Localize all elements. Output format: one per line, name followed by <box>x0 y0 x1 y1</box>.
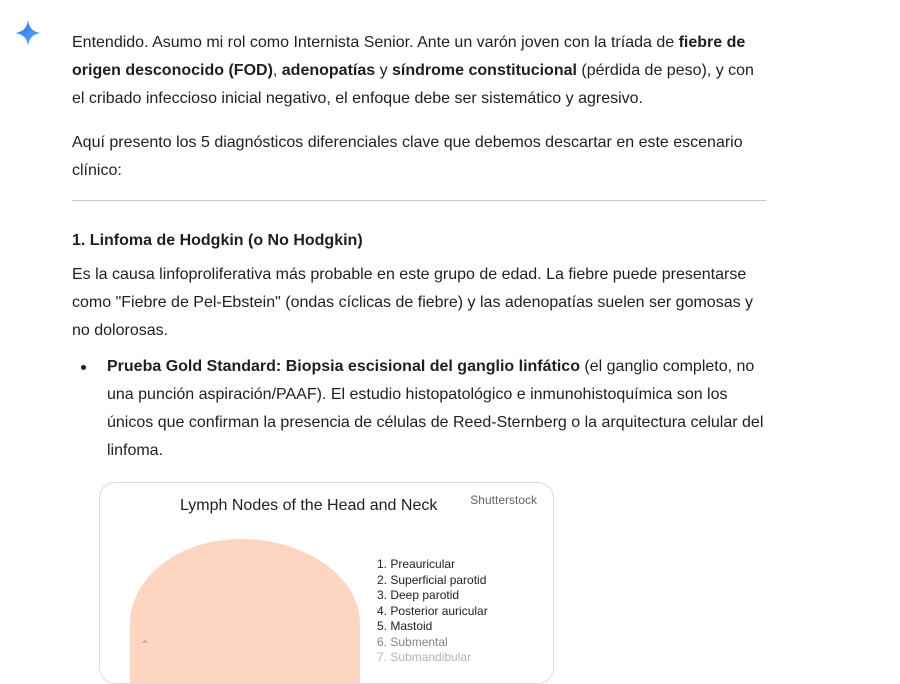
legend-item: 6. Submental <box>377 634 448 649</box>
intro-paragraph <box>72 29 766 113</box>
legend-item: 2. Superficial parotid <box>377 572 487 587</box>
bullet-icon <box>81 365 86 370</box>
bold-term: fiebre de origen desconocido (FOD) <box>72 34 746 79</box>
legend-item: 1. Preauricular <box>377 557 456 571</box>
intro-text-segment: (pérdida de peso), y con el cribado infeccioso inicial negativo, el enfoque debe ser sistemático y agresivo. <box>72 62 754 107</box>
legend-item: 4. Posterior auricular <box>377 603 488 618</box>
legend-item: 3. Deep parotid <box>377 588 460 602</box>
head-illustration <box>130 539 360 684</box>
image-card[interactable] <box>99 482 554 684</box>
intro-text-segment: , <box>272 62 282 79</box>
bold-term: adenopatías <box>281 62 376 79</box>
intro-text-segment: y <box>375 62 393 79</box>
divider <box>72 200 766 201</box>
list-item <box>107 353 766 465</box>
legend-item: 5. Mastoid <box>377 619 433 633</box>
section-heading: 1. Linfoma de Hodgkin (o No Hodgkin) <box>72 232 363 249</box>
gemini-spark-icon <box>15 20 41 46</box>
bullet-bold-text: Prueba Gold Standard: Biopsia escisional del ganglio linfático <box>107 358 580 375</box>
bullet-list <box>72 353 766 465</box>
ear-mark-icon: ⌃ <box>140 638 151 652</box>
bold-term: síndrome constitucional <box>392 62 577 79</box>
intro-text-segment: Entendido. Asumo mi rol como Internista Senior. Ante un varón joven con la tríada de <box>72 34 679 51</box>
response-content <box>72 29 766 465</box>
image-title: Lymph Nodes of the Head and Neck <box>180 497 438 514</box>
intro-paragraph-2: Aquí presento los 5 diagnósticos diferenciales clave que debemos descartar en este escenario clínico: <box>72 134 743 179</box>
legend-list <box>377 557 488 666</box>
legend-item: 7. Submandibular <box>377 650 472 664</box>
bullet-text: (el ganglio completo, no una punción aspiración/PAAF). El estudio histopatológico e inmunohistoquímica son los únicos que confirman la presencia de células de Reed-Sternberg o la arquitectura celular del linfoma. <box>107 358 764 459</box>
section-body: Es la causa linfoproliferativa más probable en este grupo de edad. La fiebre puede presentarse como "Fiebre de Pel-Ebstein" (ondas cíclicas de fiebre) y las adenopatías suelen ser gomosas y no dolorosas. <box>72 266 754 339</box>
image-credit[interactable]: Shutterstock <box>470 493 537 507</box>
